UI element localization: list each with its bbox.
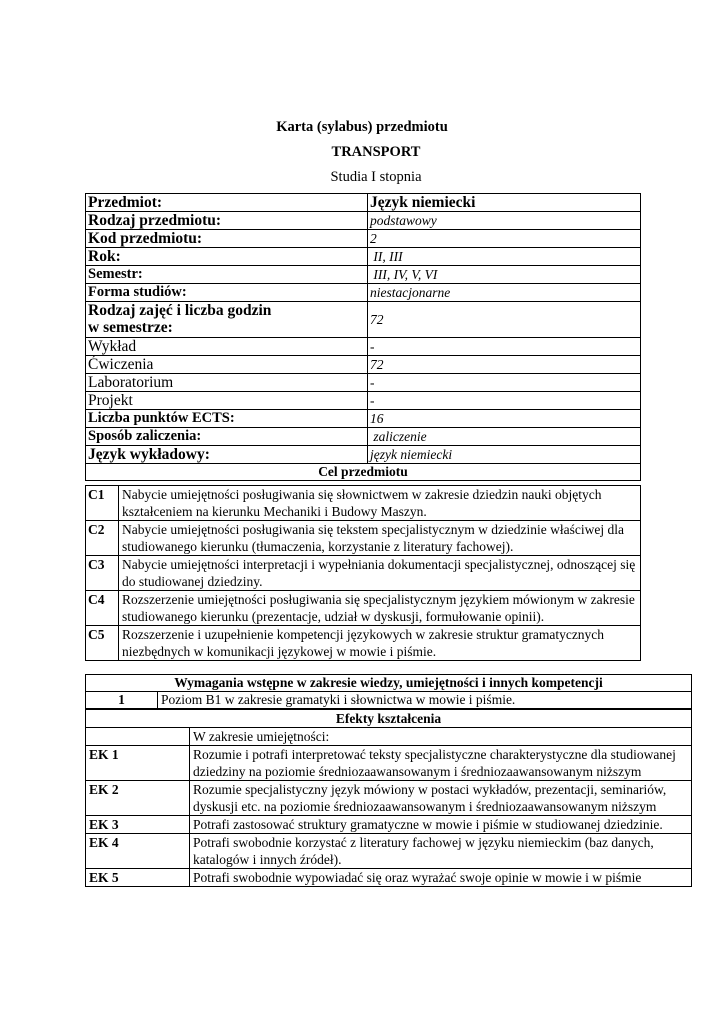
info-row-ects — [86, 410, 641, 428]
outcome-row — [86, 781, 692, 816]
outcomes-heading: Efekty kształcenia — [86, 710, 692, 728]
info-row-projekt — [86, 392, 641, 410]
info-label: Ćwiczenia — [86, 356, 368, 374]
info-value: 72 — [368, 302, 641, 338]
prerequisites-heading-row — [86, 675, 692, 692]
outcome-code: EK 4 — [86, 834, 190, 869]
goal-text: Rozszerzenie i uzupełnienie kompetencji językowych w zakresie struktur gramatycznych niezbędnych w komunikacji językowej w mowie i piśmie. — [119, 626, 641, 661]
course-info-table — [85, 193, 641, 481]
outcome-code: EK 5 — [86, 869, 190, 887]
outcome-code: EK 2 — [86, 781, 190, 816]
info-row-laboratorium — [86, 374, 641, 392]
info-value: niestacjonarne — [368, 284, 641, 302]
outcome-text: Potrafi swobodnie korzystać z literatury fachowej w języku niemieckim (baz danych, katalogów i innych źródeł). — [190, 834, 692, 869]
info-label: Wykład — [86, 338, 368, 356]
info-label: Laboratorium — [86, 374, 368, 392]
prerequisites-table — [85, 674, 692, 709]
info-row-rodzaj — [86, 212, 641, 230]
learning-outcomes-table — [85, 709, 692, 887]
info-value: 2 — [368, 230, 641, 248]
info-value: język niemiecki — [368, 446, 641, 464]
info-label — [86, 302, 368, 338]
info-value: zaliczenie — [368, 428, 641, 446]
info-value: - — [368, 374, 641, 392]
info-row-zaliczenie — [86, 428, 641, 446]
outcome-row — [86, 816, 692, 834]
prerequisite-text: Poziom B1 w zakresie gramatyki i słownictwa w mowie i piśmie. — [158, 692, 692, 709]
info-row-godziny — [86, 302, 641, 338]
cel-heading-row — [86, 464, 641, 481]
info-label: Rok: — [86, 248, 368, 266]
info-value: 16 — [368, 410, 641, 428]
outcome-text: Rozumie i potrafi interpretować teksty specjalistyczne charakterystyczne dla studiowanej dziedziny na poziomie średniozaawansowanym i średniozaawansowanym niższym — [190, 746, 692, 781]
outcome-text: Potrafi swobodnie wypowiadać się oraz wyrażać swoje opinie w mowie i w piśmie — [190, 869, 692, 887]
outcome-row — [86, 746, 692, 781]
info-row-jezyk — [86, 446, 641, 464]
info-row-wyklad — [86, 338, 641, 356]
document-title: Karta (sylabus) przedmiotu — [276, 119, 448, 135]
outcomes-subheading: W zakresie umiejętności: — [190, 728, 692, 746]
info-value: - — [368, 392, 641, 410]
info-value: Język niemiecki — [368, 194, 641, 212]
info-label-line2: w semestrze: — [88, 319, 173, 336]
goal-code: C3 — [86, 556, 119, 591]
course-goals-table — [85, 485, 641, 661]
goal-text: Rozszerzenie umiejętności posługiwania się specjalistycznym językiem mówionym w zakresie studiowanego kierunku (prezentacje, udział w dyskusji, formułowanie opinii). — [119, 591, 641, 626]
info-value: III, IV, V, VI — [368, 266, 641, 284]
outcome-code: EK 1 — [86, 746, 190, 781]
goal-text: Nabycie umiejętności interpretacji i wypełniania dokumentacji specjalistycznej, odnoszącej się do studiowanej dziedziny. — [119, 556, 641, 591]
outcome-code: EK 3 — [86, 816, 190, 834]
info-label: Projekt — [86, 392, 368, 410]
info-row-forma — [86, 284, 641, 302]
info-value: podstawowy — [368, 212, 641, 230]
outcomes-subheading-spacer — [86, 728, 190, 746]
goal-row — [86, 591, 641, 626]
info-row-semestr — [86, 266, 641, 284]
info-label: Kod przedmiotu: — [86, 230, 368, 248]
info-label: Język wykładowy: — [86, 446, 368, 464]
outcome-text: Potrafi zastosować struktury gramatyczne w mowie i piśmie w studiowanej dziedzinie. — [190, 816, 692, 834]
goal-code: C4 — [86, 591, 119, 626]
goal-row — [86, 521, 641, 556]
info-row-kod — [86, 230, 641, 248]
outcome-row — [86, 834, 692, 869]
goal-row — [86, 486, 641, 521]
info-label: Sposób zaliczenia: — [86, 428, 368, 446]
goal-code: C2 — [86, 521, 119, 556]
prerequisite-row — [86, 692, 692, 709]
prerequisites-heading: Wymagania wstępne w zakresie wiedzy, umiejętności i innych kompetencji — [86, 675, 692, 692]
info-label-line1: Rodzaj zajęć i liczba godzin — [88, 302, 272, 319]
info-value: - — [368, 338, 641, 356]
goal-row — [86, 556, 641, 591]
goal-row — [86, 626, 641, 661]
goal-code: C5 — [86, 626, 119, 661]
goal-text: Nabycie umiejętności posługiwania się słownictwem w zakresie dziedzin nauki objętych kształceniem na kierunku Mechaniki i Budowy Maszyn. — [119, 486, 641, 521]
info-label: Liczba punktów ECTS: — [86, 410, 368, 428]
info-value: II, III — [368, 248, 641, 266]
prerequisite-number: 1 — [86, 692, 158, 709]
info-label: Forma studiów: — [86, 284, 368, 302]
outcome-row — [86, 869, 692, 887]
info-label: Przedmiot: — [86, 194, 368, 212]
info-row-rok — [86, 248, 641, 266]
outcome-text: Rozumie specjalistyczny język mówiony w postaci wykładów, prezentacji, seminariów, dyskusji etc. na poziomie średniozaawansowanym i średniozaawansowanym niższym — [190, 781, 692, 816]
field-of-study: TRANSPORT — [331, 144, 421, 160]
info-row-cwiczenia — [86, 356, 641, 374]
goal-text: Nabycie umiejętności posługiwania się tekstem specjalistycznym w dziedzinie właściwej dla studiowanego kierunku (tłumaczenia, korzystanie z literatury fachowej). — [119, 521, 641, 556]
info-value: 72 — [368, 356, 641, 374]
goal-code: C1 — [86, 486, 119, 521]
cel-heading: Cel przedmiotu — [86, 464, 641, 481]
info-row-przedmiot — [86, 194, 641, 212]
info-label: Semestr: — [86, 266, 368, 284]
study-level: Studia I stopnia — [330, 169, 422, 185]
outcomes-subheading-row — [86, 728, 692, 746]
outcomes-heading-row — [86, 710, 692, 728]
info-label: Rodzaj przedmiotu: — [86, 212, 368, 230]
